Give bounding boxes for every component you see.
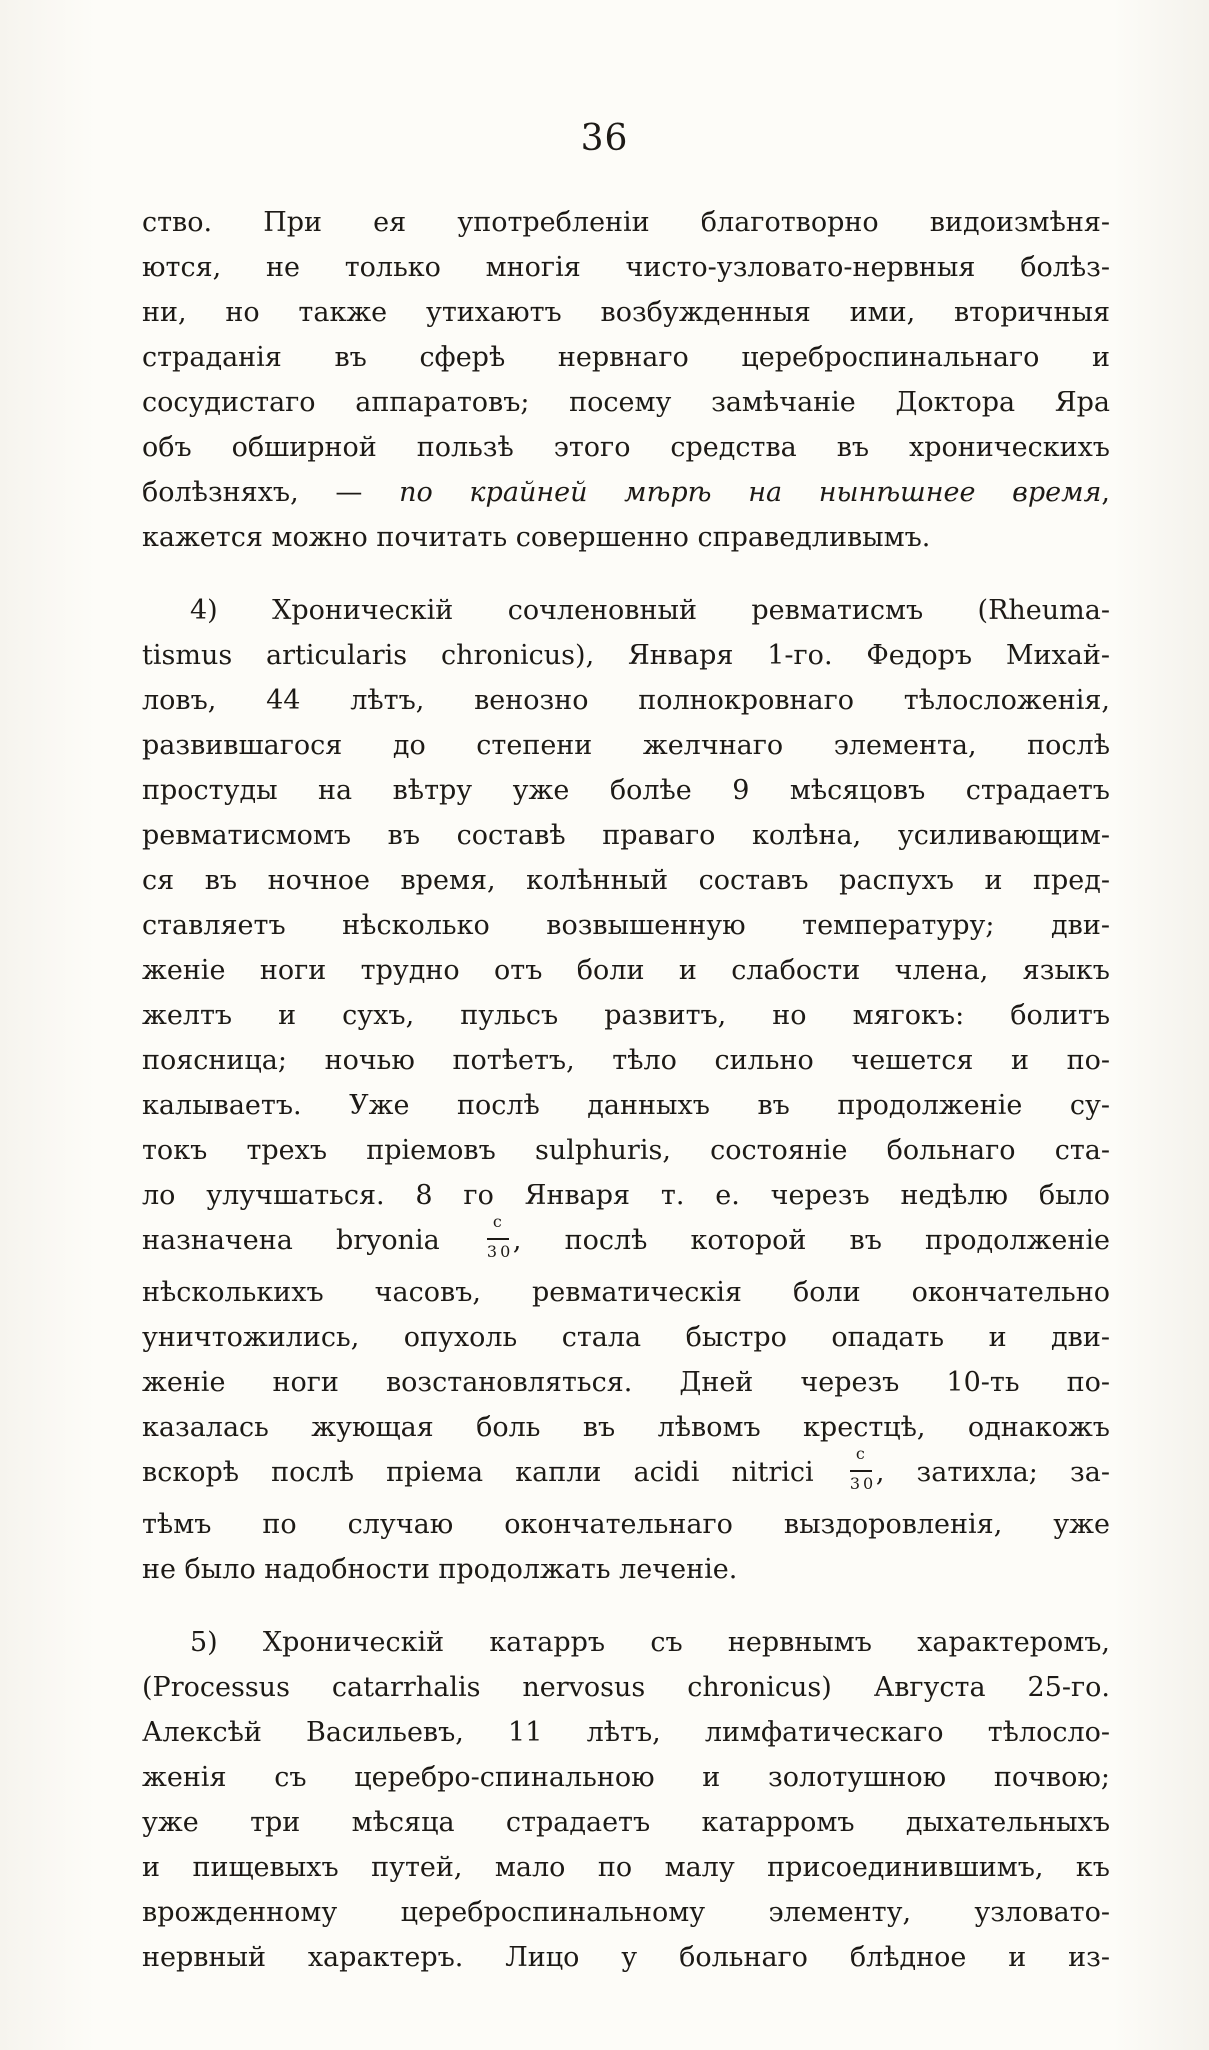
- text-line: калываетъ. Уже послѣ данныхъ въ продолженіе су-: [142, 1090, 1110, 1121]
- text-line: ло улучшаться. 8 го Января т. е. черезъ недѣлю было: [142, 1180, 1110, 1211]
- fraction-denominator: 30: [849, 1473, 877, 1493]
- text-line-with-fraction: [142, 1218, 1110, 1270]
- paragraph-gap: [142, 560, 1110, 588]
- text-line: ревматисмомъ въ составѣ праваго колѣна, усиливающим-: [142, 820, 1110, 851]
- text-line: ство. При ея употребленіи благотворно видоизмѣня-: [142, 207, 1110, 238]
- text-line: tismus articularis chronicus), Января 1-го. Федоръ Михай-: [142, 640, 1110, 671]
- paragraph-gap: [142, 1592, 1110, 1620]
- body-text: [142, 200, 1110, 1980]
- text-segment: ,: [1101, 477, 1110, 508]
- text-line-with-italic: [142, 470, 1110, 515]
- text-line: женія съ церебро-спинальною и золотушною почвою;: [142, 1762, 1110, 1793]
- text-line: женіе ноги трудно отъ боли и слабости члена, языкъ: [142, 955, 1110, 986]
- text-line: 4) Хроническій сочленовный ревматисмъ (Rheuma-: [190, 595, 1110, 626]
- text-line: нервный характеръ. Лицо у больнаго блѣдное и из-: [142, 1942, 1110, 1973]
- text-line: уже три мѣсяца страдаетъ катарромъ дыхательныхъ: [142, 1807, 1110, 1838]
- text-line: (Processus catarrhalis nervosus chronicus) Августа 25-го.: [142, 1672, 1110, 1703]
- text-line: врожденному цереброспинальному элементу, узловато-: [142, 1897, 1110, 1928]
- text-line: ются, не только многія чисто-узловато-нервныя болѣз-: [142, 252, 1110, 283]
- text-segment: , затихла; за-: [875, 1457, 1110, 1488]
- text-line: объ обширной пользѣ этого средства въ хроническихъ: [142, 432, 1110, 463]
- page-number: 36: [580, 118, 629, 159]
- fraction-numerator: c: [492, 1218, 502, 1231]
- text-segment: болѣзняхъ, —: [142, 477, 400, 508]
- text-line: нѣсколькихъ часовъ, ревматическія боли окончательно: [142, 1277, 1110, 1308]
- text-segment: , послѣ которой въ продолженіе: [512, 1225, 1110, 1256]
- text-line: развившагося до степени желчнаго элемента, послѣ: [142, 730, 1110, 761]
- text-line: и пищевыхъ путей, мало по малу присоединившимъ, къ: [142, 1852, 1110, 1883]
- text-line: уничтожились, опухоль стала быстро опадать и дви-: [142, 1322, 1110, 1353]
- text-line: ловъ, 44 лѣтъ, венозно полнокровнаго тѣлосложенія,: [142, 685, 1110, 716]
- fraction-bar: [487, 1238, 509, 1240]
- text-line: тѣмъ по случаю окончательнаго выздоровленія, уже: [142, 1509, 1110, 1540]
- text-line: токъ трехъ пріемовъ sulphuris, состояніе больнаго ста-: [142, 1135, 1110, 1166]
- text-line: ни, но также утихаютъ возбужденныя ими, вторичныя: [142, 297, 1110, 328]
- text-line: поясница; ночью потѣетъ, тѣло сильно чешется и по-: [142, 1045, 1110, 1076]
- text-line: ставляетъ нѣсколько возвышенную температуру; дви-: [142, 910, 1110, 941]
- italic-phrase: по крайней мѣрѣ на нынѣшнее время: [399, 477, 1102, 508]
- dose-fraction: [483, 1218, 514, 1261]
- text-line: желтъ и сухъ, пульсъ развитъ, но мягокъ: болитъ: [142, 1000, 1110, 1031]
- text-segment: вскорѣ послѣ пріема капли acidi nitrici: [142, 1457, 814, 1488]
- text-line: женіе ноги возстановляться. Дней черезъ 10-ть по-: [142, 1367, 1110, 1398]
- text-line-with-fraction: [142, 1450, 1110, 1502]
- text-line: 5) Хроническій катарръ съ нервнымъ характеромъ,: [190, 1627, 1110, 1658]
- text-segment: назначена bryonia: [142, 1225, 440, 1256]
- fraction-bar: [850, 1470, 872, 1472]
- fraction-denominator: 30: [486, 1241, 514, 1261]
- text-line: не было надобности продолжать леченіе.: [142, 1554, 738, 1585]
- text-line: простуды на вѣтру уже болѣе 9 мѣсяцовъ страдаетъ: [142, 775, 1110, 806]
- text-line: ся въ ночное время, колѣнный составъ распухъ и пред-: [142, 865, 1110, 896]
- dose-fraction: [846, 1450, 877, 1493]
- text-line: Алексѣй Васильевъ, 11 лѣтъ, лимфатическаго тѣлосло-: [142, 1717, 1110, 1748]
- fraction-numerator: c: [855, 1450, 865, 1463]
- text-line: сосудистаго аппаратовъ; посему замѣчаніе Доктора Яра: [142, 387, 1110, 418]
- text-line: страданія въ сферѣ нервнаго цереброспинальнаго и: [142, 342, 1110, 373]
- text-line: кажется можно почитать совершенно справедливымъ.: [142, 522, 931, 553]
- text-line: казалась жующая боль въ лѣвомъ крестцѣ, однакожъ: [142, 1412, 1110, 1443]
